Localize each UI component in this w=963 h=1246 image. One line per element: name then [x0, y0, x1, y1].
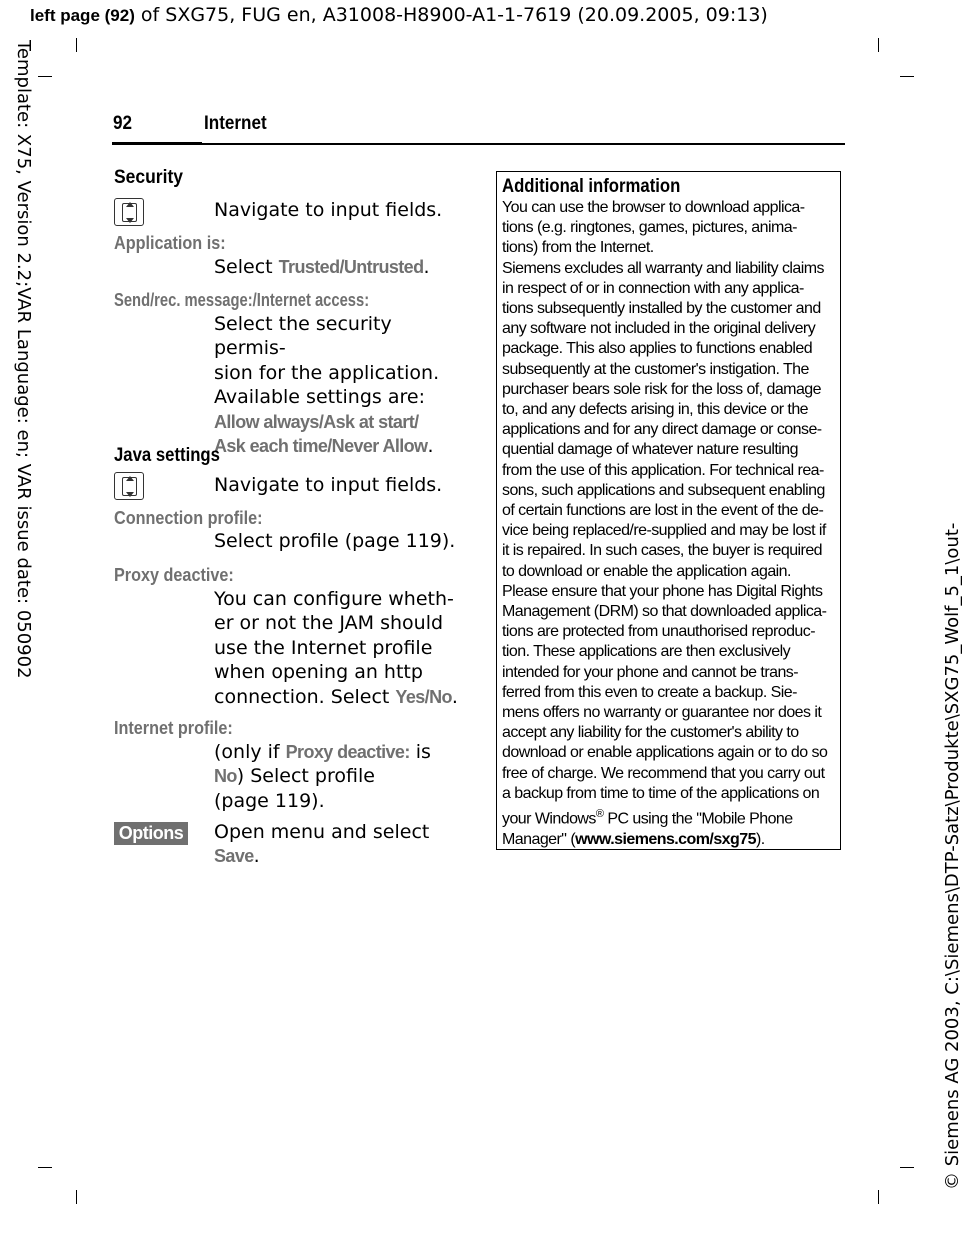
- option-ask-at-start: Ask at start: [323, 411, 415, 432]
- internet-profile-text: (only if Proxy deactive: is No) Select profile (page 119).: [214, 741, 431, 812]
- options-text: Open menu and select Save.: [214, 821, 430, 868]
- send-receive-label: Send/rec. message:/Internet access:: [114, 290, 370, 310]
- option-ask-each-time: Ask each time: [214, 436, 328, 457]
- application-label: Application is:: [114, 233, 226, 253]
- page-number: 92: [113, 113, 133, 134]
- crop-mark: [878, 38, 879, 52]
- navigation-key-icon: [114, 472, 144, 500]
- proxy-deactive-text: You can configure wheth- er or not the JAM should use the Internet profile when opening an http connection. Select Yes/No.: [214, 588, 458, 708]
- navigation-key-icon: [114, 198, 144, 226]
- option-trusted: Trusted: [278, 257, 340, 277]
- template-info-vertical: Template: X75, Version 2.2;VAR Language: en; VAR issue date: 050902: [13, 40, 34, 679]
- proxy-deactive-label: Proxy deactive:: [114, 565, 234, 585]
- send-receive-text: Select the security permis- sion for the application. Available settings are: Allow always/Ask at start/ Ask each time/Never Allow.: [214, 313, 440, 458]
- option-untrusted: Untrusted: [343, 257, 424, 277]
- option-save: Save: [214, 846, 254, 867]
- header-rule: [112, 143, 845, 145]
- security-nav-text: Navigate to input fields.: [214, 199, 443, 221]
- options-softkey: Options: [114, 822, 188, 845]
- java-settings-heading: Java settings: [114, 445, 220, 466]
- crop-mark: [900, 76, 914, 77]
- option-never-allow: Never Allow: [331, 436, 428, 457]
- siemens-url: www.siemens.com/sxg75: [575, 830, 756, 848]
- header-rule-accent: [112, 142, 202, 145]
- crop-mark: [76, 1190, 77, 1204]
- java-nav-text: Navigate to input fields.: [214, 474, 443, 496]
- security-heading: Security: [114, 167, 183, 188]
- crop-mark: [76, 38, 77, 52]
- print-header-info: of SXG75, FUG en, A31008-H8900-A1-1-7619 (20.09.2005, 09:13): [134, 4, 768, 26]
- option-yes: Yes: [395, 686, 425, 707]
- additional-information-title: Additional information: [502, 176, 681, 197]
- option-no: No: [429, 686, 452, 707]
- additional-information-body: You can use the browser to download applica- tions (e.g. ringtones, games, pictures, anima- tions) from the Internet. Siemens excludes all warranty and liability claims in respect of or in connection with any applica- tions subsequently installed by the customer and any software not included in the original delivery package. This also applies to functions enabled subsequently at the customer's instigation. The purchaser bears sole risk for the loss of, damage to, and any defects arising in, this device or the applications and for any direct damage or conse- quential damage of whatever nature resulting from the use of this application. For technical rea- sons, such applications and subsequent enabling of certain functions are lost in the event of the de- vice being replaced/re-supplied and may be lost if it is repaired. In such cases, the buyer is required to download or enable the application again. Please ensure that your phone has Digital Rights Management (DRM) so that downloaded applica- tions are protected from unauthorised reproduc- tion. These applications are then exclusively intended for your phone and cannot be trans- ferred from this even to create a backup. Sie- mens offers no warranty or guarantee nor does it accept any liability for the customer's ability to download or enable applications again or to do so free of charge. We recommend that you carry out a backup from time to time of the applications on your Windows® PC using the "Mobile Phone Manager" (www.siemens.com/sxg75).: [502, 199, 828, 848]
- connection-profile-label: Connection profile:: [114, 508, 263, 528]
- print-header-page: left page (92): [30, 6, 135, 25]
- option-allow-always: Allow always: [214, 411, 319, 432]
- internet-profile-label: Internet profile:: [114, 718, 233, 738]
- application-text: Select Trusted/Untrusted.: [214, 256, 430, 278]
- crop-mark: [38, 76, 52, 77]
- section-title: Internet: [204, 113, 267, 134]
- connection-profile-text: Select profile (page 119).: [214, 530, 456, 552]
- crop-mark: [900, 1167, 914, 1168]
- crop-mark: [878, 1190, 879, 1204]
- crop-mark: [38, 1167, 52, 1168]
- print-header: [30, 4, 768, 26]
- file-path-vertical: © Siemens AG 2003, C:\Siemens\DTP-Satz\Produkte\SXG75_Wolf_5_1\out-: [942, 522, 963, 1190]
